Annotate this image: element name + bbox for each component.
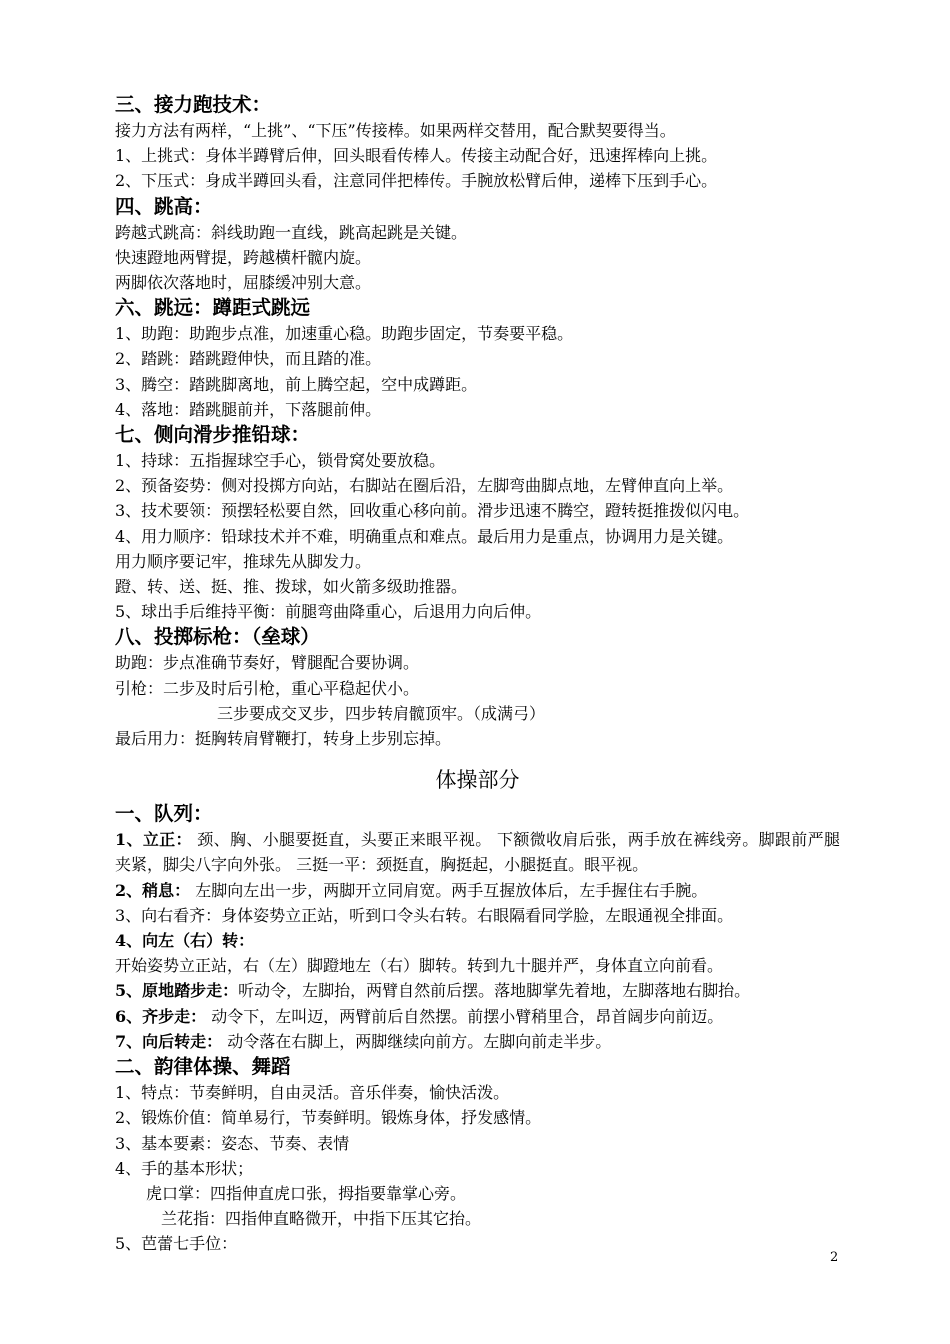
- drill-about-turn: [115, 1029, 840, 1054]
- page-number: 2: [830, 1250, 839, 1265]
- highjump-line-1: 跨越式跳高：斜线助跑一直线，跳高起跳是关键。: [115, 222, 468, 242]
- heading-relay: 三、接力跑技术：: [115, 93, 272, 116]
- highjump-line-3: 两脚依次落地时，屈膝缓冲别大意。: [115, 273, 372, 293]
- drill-quick-march: [115, 1004, 840, 1029]
- drill-mark-time-text: 听动令，左脚抬，两臂自然前后摆。落地脚掌先着地，左脚落地右脚抬。: [238, 981, 751, 1001]
- drill-mark-time: [115, 978, 840, 1003]
- heading-highjump: 四、跳高：: [115, 194, 213, 218]
- rhythm-line-1: 1、特点：节奏鲜明，自由灵活。音乐伴奏，愉快活泼。: [115, 1083, 510, 1103]
- drill-about-turn-text: 动令落在右脚上，两脚继续向前方。左脚向前走半步。: [222, 1031, 612, 1051]
- drill-attention-label: 1、立正：: [115, 830, 192, 850]
- longjump-line-1: 1、助跑：助跑步点准，加速重心稳。助跑步固定，节奏要平稳。: [115, 324, 574, 344]
- shotput-line-5: 用力顺序要记牢，推球先从脚发力。: [115, 551, 372, 571]
- heading-rhythm: 二、韵律体操、舞蹈: [115, 1055, 291, 1079]
- longjump-line-3: 3、腾空：踏跳脚离地，前上腾空起，空中成蹲距。: [115, 374, 478, 394]
- shotput-line-2: 2、预备姿势：侧对投掷方向站，右脚站在圈后沿，左脚弯曲脚点地，左臂伸直向上举。: [115, 476, 734, 496]
- rhythm-orchid-finger: 兰花指：四指伸直略微开，中指下压其它抬。: [161, 1209, 482, 1229]
- drill-attention: [115, 827, 840, 877]
- shotput-line-7: 5、球出手后维持平衡：前腿弯曲降重心，后退用力向后伸。: [115, 602, 542, 622]
- rhythm-line-3: 3、基本要素：姿态、节奏、表情: [115, 1133, 350, 1153]
- gymnastics-section-title: 体操部分: [435, 768, 520, 793]
- longjump-line-4: 4、落地：踏跳腿前并，下落腿前伸。: [115, 399, 382, 419]
- drill-about-turn-label: 7、向后转走：: [115, 1031, 223, 1051]
- javelin-line-1: 助跑：步点准确节奏好，臂腿配合要协调。: [115, 653, 420, 673]
- drill-at-ease-text: 左脚向左出一步，两脚开立同肩宽。两手互握放体后，左手握住右手腕。: [190, 880, 708, 900]
- rhythm-line-4: 4、手的基本形状；: [115, 1158, 254, 1178]
- heading-drill: 一、队列：: [115, 802, 213, 826]
- drill-at-ease-label: 2、稍息：: [115, 880, 191, 900]
- heading-longjump: 六、跳远：蹲距式跳远: [115, 296, 311, 320]
- drill-dress-right: 3、向右看齐：身体姿势立正站，听到口令头右转。右眼隔看同学脸，左眼通视全排面。: [115, 905, 734, 925]
- rhythm-line-2: 2、锻炼价值：简单易行，节奏鲜明。锻炼身体，抒发感情。: [115, 1108, 542, 1128]
- shotput-line-6: 蹬、转、送、挺、推、拨球，如火箭多级助推器。: [115, 577, 468, 597]
- javelin-line-3: 三步要成交叉步，四步转肩髋顶牢。（成满弓）: [217, 703, 546, 723]
- relay-intro: 接力方法有两样，“上挑”、“下压”传接棒。如果两样交替用，配合默契要得当。: [115, 121, 676, 140]
- heading-shotput: 七、侧向滑步推铅球：: [115, 423, 311, 447]
- drill-turn-label: 4、向左（右）转：: [115, 931, 255, 951]
- drill-quick-march-text: 动令下，左叫迈，两臂前后自然摆。前摆小臂稍里合，昂首阔步向前迈。: [206, 1006, 724, 1026]
- rhythm-tiger-palm: 虎口掌：四指伸直虎口张，拇指要靠掌心旁。: [146, 1183, 467, 1203]
- rhythm-ballet: 5、芭蕾七手位：: [115, 1234, 238, 1254]
- shotput-line-1: 1、持球：五指握球空手心，锁骨窝处要放稳。: [115, 451, 446, 471]
- javelin-line-2: 引枪：二步及时后引枪，重心平稳起伏小。: [115, 678, 420, 698]
- shotput-line-3: 3、技术要领：预摆轻松要自然，回收重心移向前。滑步迅速不腾空，蹬转挺推拨似闪电。: [115, 501, 750, 521]
- drill-at-ease: [115, 878, 840, 903]
- heading-javelin: 八、投掷标枪：（垒球）: [115, 625, 320, 649]
- drill-quick-march-label: 6、齐步走：: [115, 1006, 207, 1026]
- document-page: [115, 92, 840, 1257]
- relay-downward: 2、下压式：身成半蹲回头看，注意同伴把棒传。手腕放松臂后伸，递棒下压到手心。: [115, 171, 718, 191]
- drill-turn-text: 开始姿势立正站，右（左）脚蹬地左（右）脚转。转到九十腿并严，身体直立向前看。: [115, 956, 724, 976]
- drill-mark-time-label: 5、原地踏步走：: [115, 981, 239, 1001]
- longjump-line-2: 2、踏跳：踏跳蹬伸快，而且踏的准。: [115, 349, 382, 369]
- drill-attention-text: 颈、胸、小腿要挺直，头要正来眼平视。 下额微收肩后张，两手放在裤线旁。脚跟前严腿夹紧，脚尖八字向外张。 三挺一平：颈挺直，胸挺起，小腿挺直。眼平视。: [115, 830, 840, 875]
- relay-upward: 1、上挑式：身体半蹲臂后伸，回头眼看传棒人。传接主动配合好，迅速挥棒向上挑。: [115, 146, 718, 166]
- highjump-line-2: 快速蹬地两臂提，跨越横杆髋内旋。: [115, 247, 372, 267]
- shotput-line-4: 4、用力顺序：铅球技术并不难，明确重点和难点。最后用力是重点，协调用力是关键。: [115, 526, 734, 546]
- javelin-line-4: 最后用力：挺胸转肩臂鞭打，转身上步别忘掉。: [115, 729, 452, 749]
